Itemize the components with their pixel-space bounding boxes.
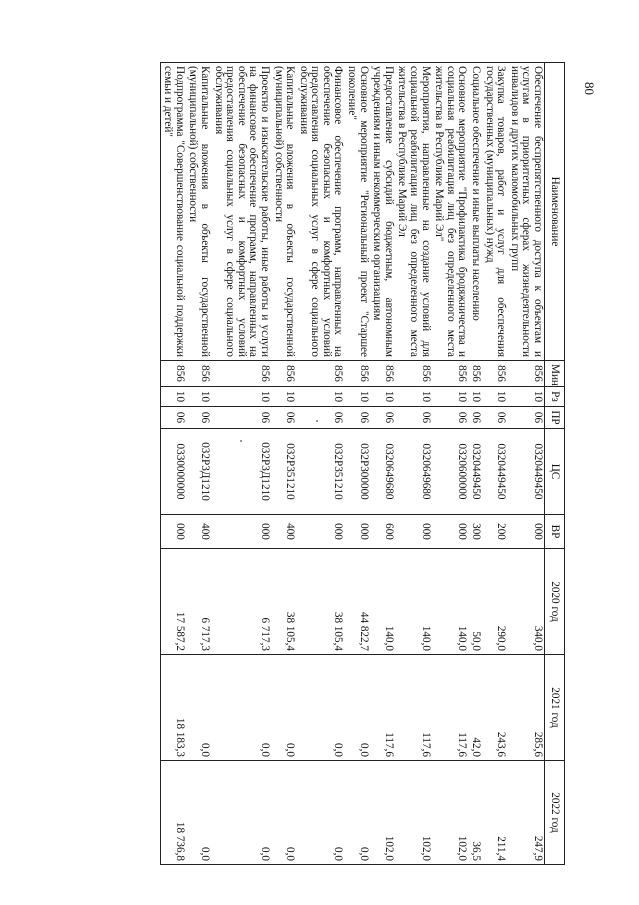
cell-y2020: 140,0 [370, 549, 395, 655]
cell-rz: 10 [345, 387, 370, 407]
cell-y2022: 18 736,8 [160, 761, 186, 865]
cell-y2020: 38 105,4 [271, 549, 296, 655]
cell-pr: 06 [432, 407, 469, 429]
cell-cs: 0320600000 [432, 429, 469, 515]
cell-name: Основное мероприятие "Региональный проект "Старшее поколение" [345, 63, 370, 361]
cell-pr: 06 [395, 407, 432, 429]
cell-vr: 000 [296, 515, 344, 549]
cell-vr: 000 [345, 515, 370, 549]
cell-vr: 000 [395, 515, 432, 549]
cell-y2021: 243,6 [482, 655, 507, 761]
cell-cs: 0320449450 [468, 429, 482, 515]
cell-min: 856 [395, 361, 432, 387]
cell-rz: 10 [211, 387, 271, 407]
cell-vr: 000 [211, 515, 271, 549]
column-header-rz: Рз [545, 387, 565, 407]
cell-y2021: 117,6 [370, 655, 395, 761]
cell-pr: 06 [482, 407, 507, 429]
cell-min: 856 [507, 361, 544, 387]
rotated-table-container [49, 62, 565, 864]
table-row [507, 63, 544, 865]
cell-name: Предоставление субсидий бюджетным, автономным учреждениям и иным некоммерческим организациям [370, 63, 395, 361]
cell-y2021: 0,0 [296, 655, 344, 761]
cell-min: 856 [271, 361, 296, 387]
table-row [271, 63, 296, 865]
table-row [296, 63, 344, 865]
column-header-cs: ЦС [545, 429, 565, 515]
cell-y2022: 36,5 [468, 761, 482, 865]
cell-pr: 06 [468, 407, 482, 429]
column-header-name: Наименование [545, 63, 565, 361]
table-row [345, 63, 370, 865]
cell-y2022: 0,0 [345, 761, 370, 865]
cell-y2020: 290,0 [482, 549, 507, 655]
cell-name: Закупка товаров, работ и услуг для обеспечения государственных (муниципальных) нужд [482, 63, 507, 361]
table-row [468, 63, 482, 865]
table-body [160, 63, 544, 865]
table-row [370, 63, 395, 865]
cell-cs: 032P351210 [296, 429, 344, 515]
cell-y2021: 117,6 [395, 655, 432, 761]
column-header-2020: 2020 год [545, 549, 565, 655]
cell-y2022: 102,0 [432, 761, 469, 865]
cell-vr: 400 [186, 515, 211, 549]
cell-y2020: 340,0 [507, 549, 544, 655]
table-row [186, 63, 211, 865]
cell-y2022: 247,9 [507, 761, 544, 865]
cell-rz: 10 [468, 387, 482, 407]
cell-y2022: 102,0 [370, 761, 395, 865]
cell-min: 856 [468, 361, 482, 387]
cell-pr: 06 [160, 407, 186, 429]
cell-y2020: 44 822,7 [345, 549, 370, 655]
table-header-row [545, 63, 565, 865]
column-header-min: Мин [545, 361, 565, 387]
table-row [211, 63, 271, 865]
cell-rz: 10 [271, 387, 296, 407]
cell-cs: 032P3Д1210 [186, 429, 211, 515]
cell-y2021: 0,0 [271, 655, 296, 761]
cell-min: 856 [160, 361, 186, 387]
cell-y2022: 0,0 [296, 761, 344, 865]
table-row [160, 63, 186, 865]
cell-min: 856 [296, 361, 344, 387]
cell-cs: 032P3Д1210 [211, 429, 271, 515]
cell-vr: 400 [271, 515, 296, 549]
cell-cs: 0320449450 [482, 429, 507, 515]
cell-y2022: 0,0 [186, 761, 211, 865]
cell-y2022: 211,4 [482, 761, 507, 865]
cell-min: 856 [186, 361, 211, 387]
cell-vr: 000 [432, 515, 469, 549]
cell-name: Обеспечение беспрепятственного доступа к объектам и услугам в приоритетных сферах жизнедеятельности инвалидов и других маломобильных групп [507, 63, 544, 361]
cell-cs: 032P300000 [345, 429, 370, 515]
column-header-vr: ВР [545, 515, 565, 549]
budget-table [160, 62, 565, 865]
cell-min: 856 [432, 361, 469, 387]
column-header-2022: 2022 год [545, 761, 565, 865]
cell-y2022: 0,0 [211, 761, 271, 865]
cell-cs: 0330000000 [160, 429, 186, 515]
cell-y2021: 117,6 [432, 655, 469, 761]
cell-vr: 000 [507, 515, 544, 549]
cell-pr: 06 [370, 407, 395, 429]
cell-pr: 06 [345, 407, 370, 429]
cell-cs: 0320649680 [370, 429, 395, 515]
cell-y2021: 0,0 [186, 655, 211, 761]
cell-y2020: 50,0 [468, 549, 482, 655]
cell-rz: 10 [395, 387, 432, 407]
cell-name: Основное мероприятие "Профилактика бродяжничества и социальная реабилитация лиц без определенного места жительства в Республике Марий Эл" [432, 63, 469, 361]
cell-y2020: 38 105,4 [296, 549, 344, 655]
cell-vr: 200 [482, 515, 507, 549]
cell-min: 856 [345, 361, 370, 387]
cell-y2021: 18 183,3 [160, 655, 186, 761]
cell-cs: 0320449450 [507, 429, 544, 515]
cell-rz: 10 [507, 387, 544, 407]
cell-y2020: 6 717,3 [211, 549, 271, 655]
cell-cs: 0320649680 [395, 429, 432, 515]
cell-y2021: 42,0 [468, 655, 482, 761]
cell-rz: 10 [296, 387, 344, 407]
cell-name: Проектно и изыскательские работы, иные работы и услуги на финансовое обеспечение программ, направленных на обеспечение безопасных и комфортных условий предоставления социальных услуг в сфере социального обслуживания [211, 63, 271, 361]
table-row [432, 63, 469, 865]
cell-name: Капитальные вложения в объекты государственной (муниципальной) собственности [271, 63, 296, 361]
cell-name: Подпрограмма "Совершенствование социальной поддержки семьи и детей" [160, 63, 186, 361]
cell-pr: 06 [211, 407, 271, 429]
page-number: 80 [582, 82, 597, 95]
cell-min: 856 [211, 361, 271, 387]
cell-rz: 10 [160, 387, 186, 407]
cell-min: 856 [482, 361, 507, 387]
cell-name: Мероприятия, направленные на создание условий для социальной реабилитации лиц без определенного места жительства в Республике Марий Эл [395, 63, 432, 361]
cell-rz: 10 [482, 387, 507, 407]
cell-y2020: 140,0 [432, 549, 469, 655]
cell-pr: 06 [507, 407, 544, 429]
cell-rz: 10 [370, 387, 395, 407]
cell-y2020: 140,0 [395, 549, 432, 655]
cell-min: 856 [370, 361, 395, 387]
column-header-pr: ПР [545, 407, 565, 429]
table-row [482, 63, 507, 865]
cell-vr: 300 [468, 515, 482, 549]
cell-y2021: 0,0 [211, 655, 271, 761]
column-header-2021: 2021 год [545, 655, 565, 761]
cell-pr: 06 [296, 407, 344, 429]
cell-y2021: 0,0 [345, 655, 370, 761]
cell-cs: 032P351210 [271, 429, 296, 515]
cell-y2021: 285,6 [507, 655, 544, 761]
cell-rz: 10 [186, 387, 211, 407]
cell-y2022: 102,0 [395, 761, 432, 865]
cell-y2022: 0,0 [271, 761, 296, 865]
cell-name: Финансовое обеспечение программ, направленных на обеспечение безопасных и комфортных условий предоставления социальных услуг в сфере социального обслуживания [296, 63, 344, 361]
table-row [395, 63, 432, 865]
cell-pr: 06 [271, 407, 296, 429]
cell-rz: 10 [432, 387, 469, 407]
cell-y2020: 6 717,3 [186, 549, 211, 655]
cell-vr: 000 [160, 515, 186, 549]
cell-name: Социальное обеспечение и иные выплаты населению [468, 63, 482, 361]
cell-name: Капитальные вложения в объекты государственной (муниципальной) собственности [186, 63, 211, 361]
cell-vr: 600 [370, 515, 395, 549]
cell-pr: 06 [186, 407, 211, 429]
cell-y2020: 17 587,2 [160, 549, 186, 655]
